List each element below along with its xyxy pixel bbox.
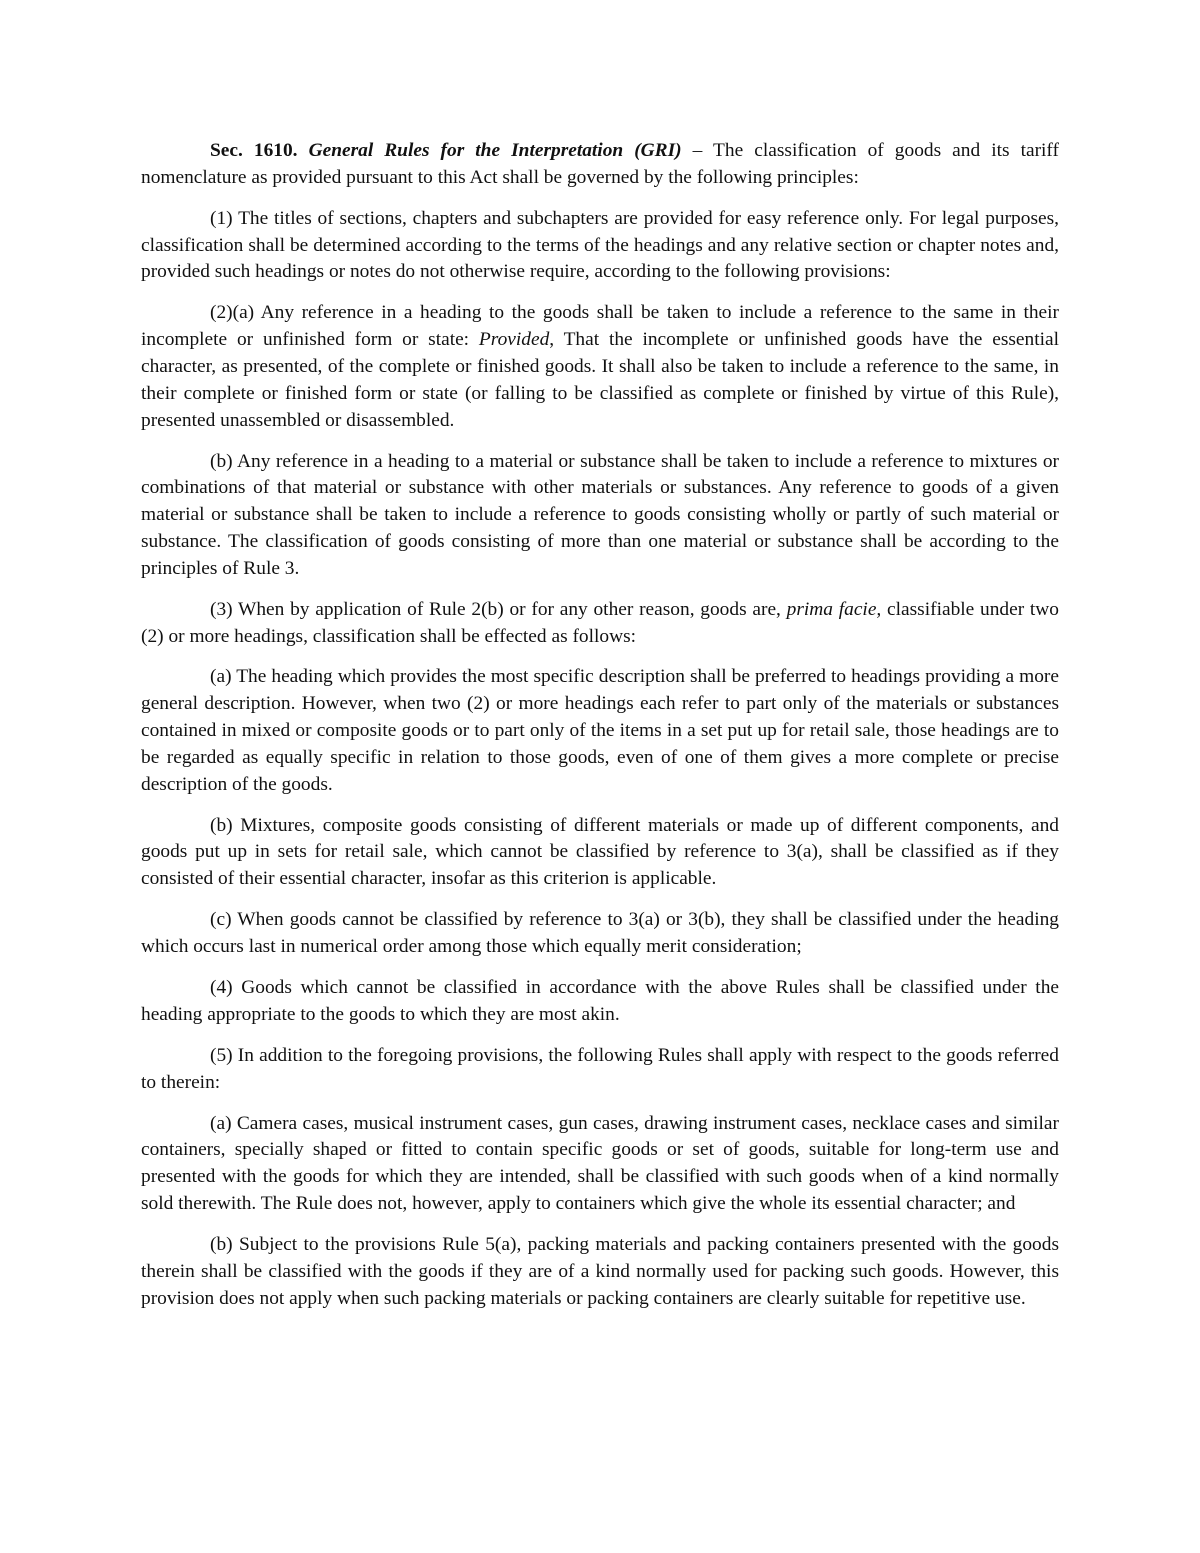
rule-4-paragraph: (4) Goods which cannot be classified in accordance with the above Rules shall be classified under the heading appropriate to the goods to which they are most akin. [141, 977, 1059, 1025]
rule-5a-paragraph: (a) Camera cases, musical instrument cases, gun cases, drawing instrument cases, necklace cases and similar containers, specially shaped or fitted to contain specific goods or set of goods, suitable for long-term use and presented with the goods for which they are intended, shall be classified with such goods when of a kind normally sold therewith. The Rule does not, however, apply to containers which give the whole its essential character; and [141, 1112, 1059, 1214]
section-number: Sec. 1610. [210, 140, 298, 161]
rule-2b-paragraph: (b) Any reference in a heading to a material or substance shall be taken to include a reference to mixtures or combinations of that material or substance with other materials or substances. Any reference to goods of a given material or substance shall be taken to include a reference to goods consisting wholly or partly of such material or substance. The classification of goods consisting of more than one material or substance shall be according to the principles of Rule 3. [141, 450, 1059, 579]
section-heading-paragraph [141, 138, 1059, 192]
section-intro: – The classification of goods and its tariff nomenclature as provided pursuant to this Act shall be governed by the following principles: [141, 140, 1059, 188]
rule-3-text-end: classifiable under two (2) or more headings, classification shall be effected as follows: [141, 598, 1060, 647]
rule-1-paragraph: (1) The titles of sections, chapters and subchapters are provided for easy reference only. For legal purposes, classification shall be determined according to the terms of the headings and any relative section or chapter notes and, provided such headings or notes do not otherwise require, according to the following provisions: [141, 207, 1059, 283]
document-page [141, 138, 1059, 1312]
rule-2a-paragraph [141, 300, 1059, 434]
section-title: General Rules for the Interpretation (GRI) [308, 140, 682, 161]
rule-2a-text-end: , That the incomplete or unfinished goods have the essential character, as presented, of the complete or finished goods. It shall also be taken to include a reference to the same, in their complete or finished form or state (or falling to be classified as complete or finished by virtue of this Rule), presented unassembled or disassembled. [141, 329, 1059, 431]
rule-3b-paragraph: (b) Mixtures, composite goods consisting of different materials or made up of different components, and goods put up in sets for retail sale, which cannot be classified by reference to 3(a), shall be classified as if they consisted of their essential character, insofar as this criterion is applicable. [141, 814, 1059, 890]
rule-3-prima-facie: prima facie, [786, 598, 882, 620]
rule-2a-proviso: Provided [478, 329, 550, 351]
rule-5b-paragraph: (b) Subject to the provisions Rule 5(a), packing materials and packing containers presented with the goods therein shall be classified with the goods if they are of a kind normally used for packing such goods. However, this provision does not apply when such packing materials or packing containers are clearly suitable for repetitive use. [141, 1233, 1059, 1309]
rule-3-paragraph [141, 597, 1059, 651]
rule-3a-paragraph: (a) The heading which provides the most specific description shall be preferred to headings providing a more general description. However, when two (2) or more headings each refer to part only of the materials or substances contained in mixed or composite goods or to part only of the items in a set put up for retail sale, those headings are to be regarded as equally specific in relation to those goods, even of one of them gives a more complete or precise description of the goods. [141, 666, 1059, 795]
rule-3c-paragraph: (c) When goods cannot be classified by reference to 3(a) or 3(b), they shall be classified under the heading which occurs last in numerical order among those which equally merit consideration; [141, 909, 1059, 958]
rule-3-text-start: (3) When by application of Rule 2(b) or for any other reason, goods are, [210, 598, 787, 620]
rule-5-paragraph: (5) In addition to the foregoing provisions, the following Rules shall apply with respect to the goods referred to therein: [141, 1044, 1059, 1093]
rule-2a-text-start: (2)(a) Any reference in a heading to the goods shall be taken to include a reference to the same in their incomplete or unfinished form or state: [141, 302, 1059, 351]
